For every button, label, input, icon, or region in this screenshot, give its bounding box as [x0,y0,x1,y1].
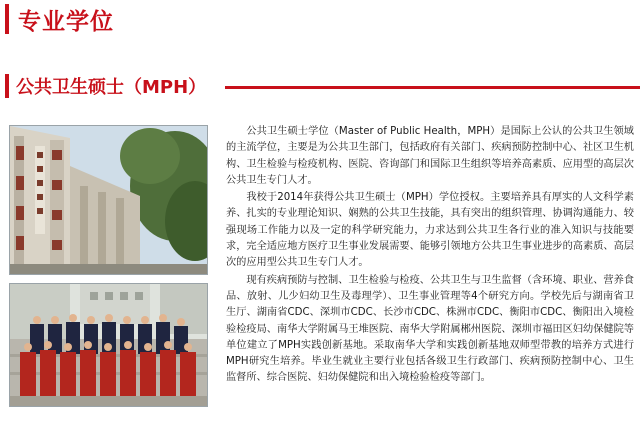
header-accent-bar [5,4,9,34]
paragraph-intro: 公共卫生硕士学位（Master of Public Health，MPH）是国际上公认的公共卫生领域的主流学位，主要是为公共卫生部门，包括政府有关部门、疾病预防控制中心、社区卫生机构、卫生检验与检疫机构、医院、咨询部门和国际卫生组织等培养高素质、应用型的高层次公共卫生专门人才。 [226,126,634,186]
graduation-photo-illustration [10,284,207,406]
section-header [0,72,640,102]
body-text [226,124,634,388]
page-title: 专业学位 [18,9,114,35]
section-title: 公共卫生硕士（MPH） [16,77,207,98]
section-divider [225,86,640,89]
paragraph-research: 现有疾病预防与控制、卫生检验与检疫、公共卫生与卫生监督（含环境、职业、营养食品、放射、儿少妇幼卫生及毒理学）、卫生事业管理等4个研究方向。学校先后与湖南省卫生厅、湖南省CDC、深圳市CDC、长沙市CDC、株洲市CDC、衡阳市CDC、衡阳出入境检验检疫局、南华大学附属马王堆医院、南华大学附属郴州医院、深圳市福田区妇幼保健院等单位建立了MPH实践创新基地。采取南华大学和实践创新基地双师型带教的培养方式进行MPH研究生培养。毕业生就业主要行业包括各级卫生行政部门、疾病预防控制中心、卫生监督所、综合医院、妇幼保健院和出入境检验检疫等部门。 [226,274,634,384]
paragraph-training: 我校于2014年获得公共卫生硕士（MPH）学位授权。主要培养具有厚实的人文科学素养、扎实的专业理论知识、娴熟的公共卫生技能，具有突出的组织管理、协调沟通能力、较强现场工作能力以及一定的科学研究能力，力求达到公共卫生各行业的准入知识与技能要求，完全适应地方医疗卫生事业发展需要、能够引领地方公共卫生事业进步的高素质、高层次的应用型公共卫生专门人才。 [226,192,634,269]
section-accent-bar [5,74,9,98]
page-header [0,0,640,40]
graduation-group-photo [9,283,208,407]
building-photo [9,125,208,275]
building-photo-illustration [10,126,207,274]
